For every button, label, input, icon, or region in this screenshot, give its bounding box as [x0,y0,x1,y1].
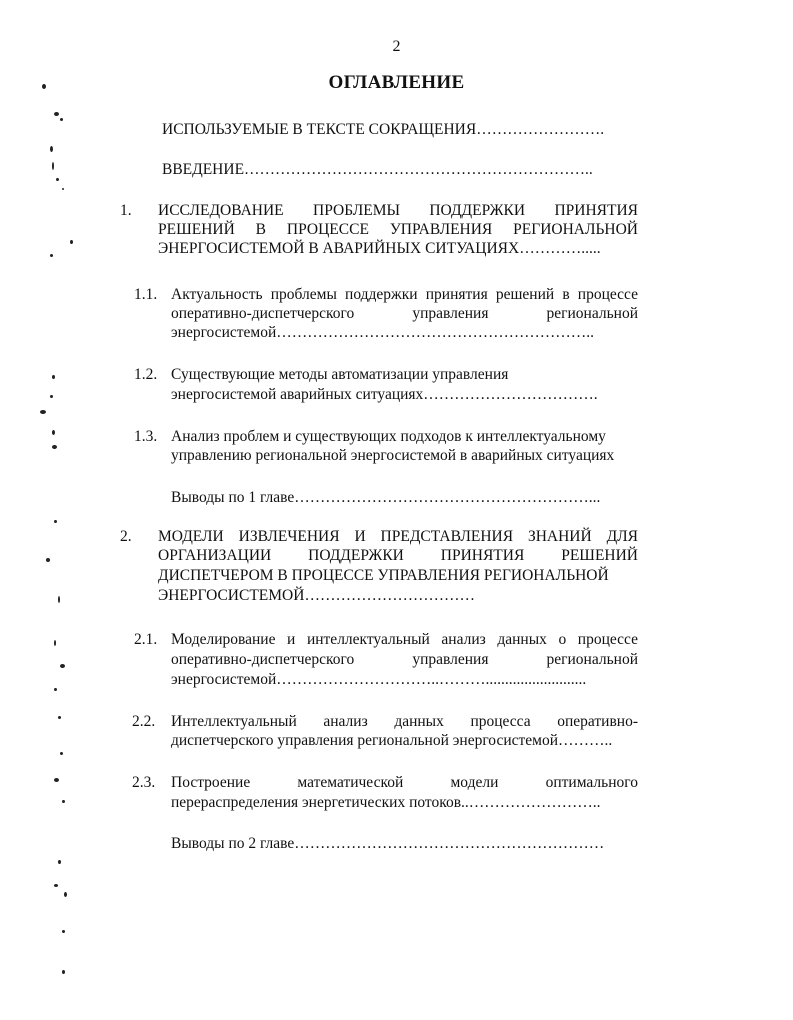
toc-line: Существующие методы автоматизации управления [171,366,509,383]
page-number: 2 [392,38,401,55]
toc-line: ВВЕДЕНИЕ………………………………………………………….. [162,161,593,178]
toc-title: ОГЛАВЛЕНИЕ [328,72,465,93]
toc-line: РЕШЕНИЙ В ПРОЦЕССЕ УПРАВЛЕНИЯ РЕГИОНАЛЬНОЙ [158,221,638,238]
toc-line: ЭНЕРГОСИСТЕМОЙ В АВАРИЙНЫХ СИТУАЦИЯХ…………..... [158,240,601,257]
toc-line: Выводы по 2 главе…………………………………………………… [171,835,605,852]
toc-line: оперативно-диспетчерского управления региональной [171,305,638,322]
toc-line: Актуальность проблемы поддержки принятия решений в процессе [171,286,638,303]
toc-line: Построение математической модели оптимального [171,774,638,791]
toc-line: энергосистемой…………………………..……….......................... [171,671,587,688]
toc-line: Анализ проблем и существующих подходов к интеллектуальному [171,428,606,445]
toc-line: ЭНЕРГОСИСТЕМОЙ…………………………… [158,587,475,604]
toc-line: Моделирование и интеллектуальный анализ данных о процессе [171,631,638,648]
toc-line: Интеллектуальный анализ данных процесса оперативно- [171,713,638,730]
toc-line: Выводы по 1 главе…………………………………………………... [171,489,601,506]
toc-line: МОДЕЛИ ИЗВЛЕЧЕНИЯ И ПРЕДСТАВЛЕНИЯ ЗНАНИЙ ДЛЯ [158,528,638,545]
toc-number: 2. [120,528,132,545]
toc-line: ДИСПЕТЧЕРОМ В ПРОЦЕССЕ УПРАВЛЕНИЯ РЕГИОНАЛЬНОЙ [158,567,609,584]
toc-number: 1.3. [134,428,158,445]
toc-number: 1.1. [134,286,158,303]
toc-line: ИСПОЛЬЗУЕМЫЕ В ТЕКСТЕ СОКРАЩЕНИЯ……………………. [162,121,605,138]
toc-number: 2.1. [134,631,158,648]
toc-line: энергосистемой…………………………………………………….. [171,324,594,341]
toc-line: перераспределения энергетических потоков..…………………….. [171,794,601,811]
toc-line: энергосистемой аварийных ситуациях……………………………. [171,386,598,403]
toc-line: диспетчерского управления региональной энергосистемой……….. [171,732,613,749]
toc-number: 1. [120,202,132,219]
toc-line: ИССЛЕДОВАНИЕ ПРОБЛЕМЫ ПОДДЕРЖКИ ПРИНЯТИЯ [158,202,638,219]
toc-number: 2.2. [132,713,156,730]
toc-number: 1.2. [134,366,158,383]
toc-number: 2.3. [132,774,156,791]
toc-line: управлению региональной энергосистемой в аварийных ситуациях [171,447,615,464]
toc-line: ОРГАНИЗАЦИИ ПОДДЕРЖКИ ПРИНЯТИЯ РЕШЕНИЙ [158,547,638,564]
toc-line: оперативно-диспетчерского управления региональной [171,651,638,668]
